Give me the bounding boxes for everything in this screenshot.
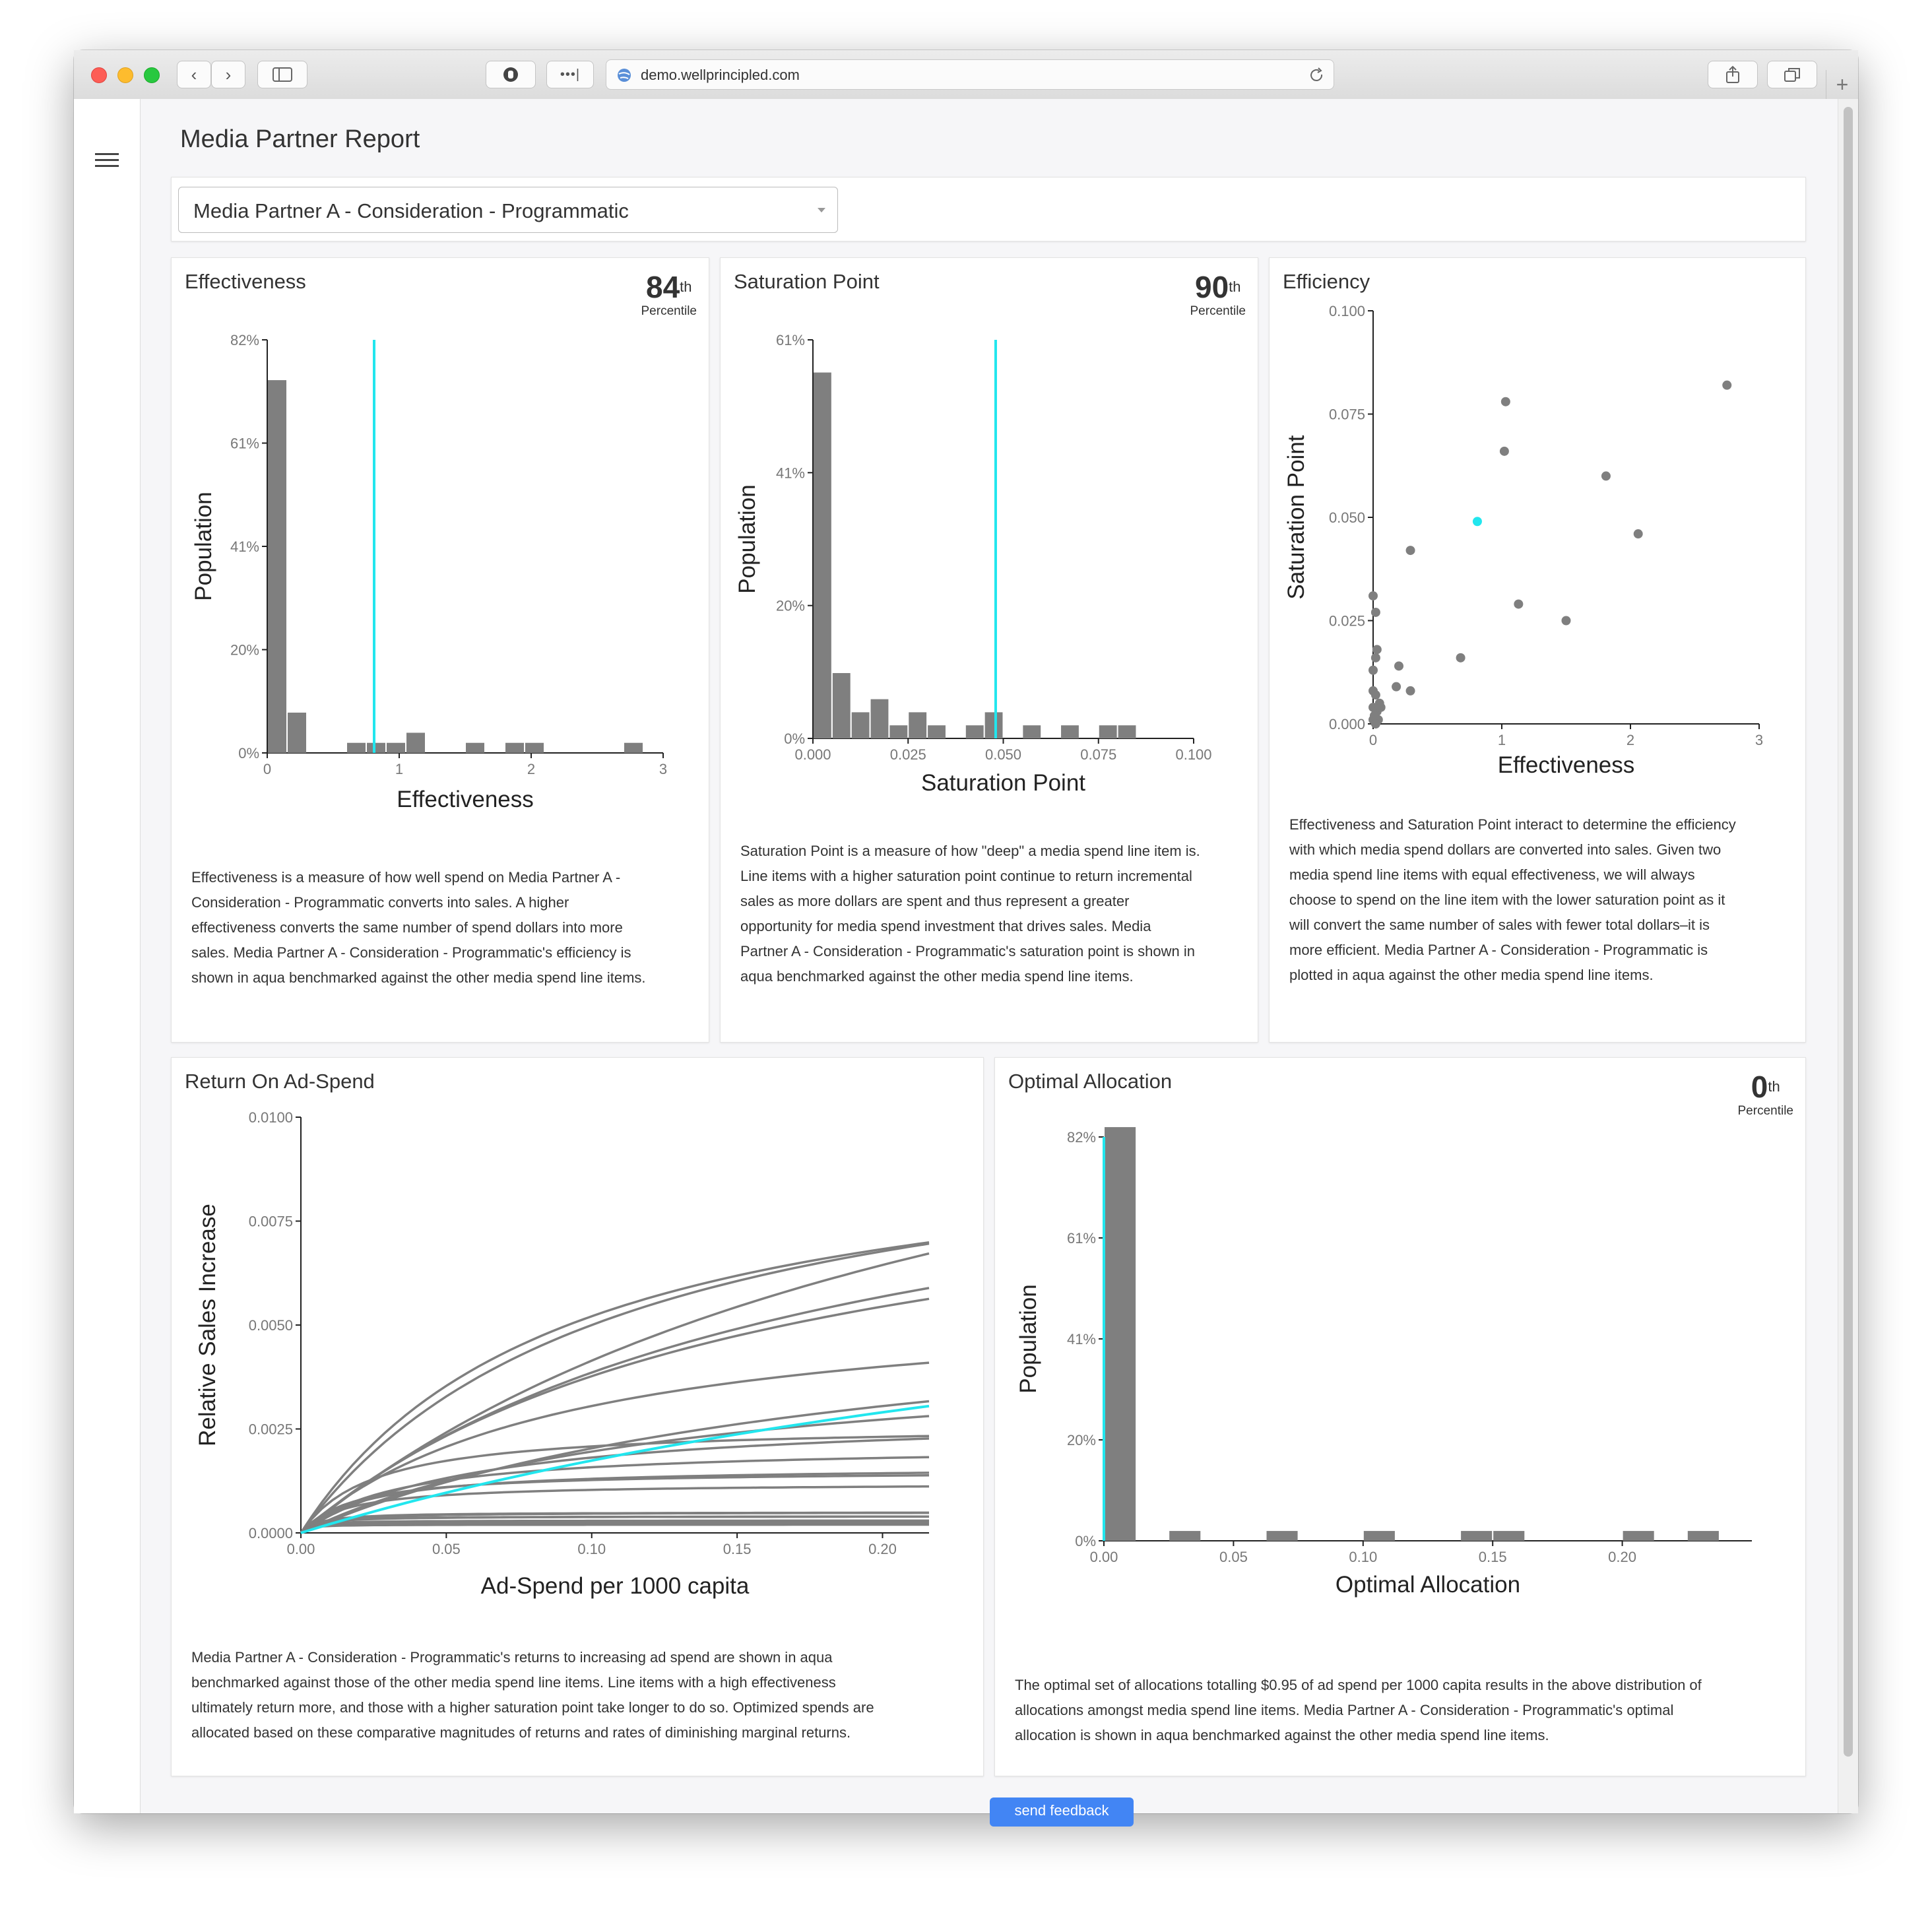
x-tick-label: 3 (659, 761, 668, 777)
y-axis-label: Population (1015, 1284, 1041, 1394)
desc-line: Saturation Point is a measure of how "deep" a media spend line item is. (740, 843, 1200, 859)
desc-line: will convert the same number of sales with fewer total dollars–it is (1289, 917, 1710, 933)
desc-line: effectiveness converts the same number of spend dollars into more (191, 919, 623, 936)
sidebar-toggle-button[interactable] (257, 61, 307, 88)
scatter-point (1500, 447, 1509, 456)
scatter-point (1371, 608, 1380, 617)
histogram-bar (909, 712, 926, 738)
x-tick-label: 0 (263, 761, 272, 777)
desc-line: opportunity for media spend investment that drives sales. Media (740, 918, 1151, 934)
partner-select-card (171, 177, 1806, 242)
y-axis-label: Relative Sales Increase (195, 1204, 220, 1446)
desc-line: sales as more dollars are spent and thus represent a greater (740, 893, 1130, 909)
percentile-value: 0 (1751, 1070, 1768, 1104)
effectiveness-card (171, 257, 709, 1043)
roas-line-chart (172, 1097, 984, 1599)
histogram-bar (406, 732, 425, 753)
desc-line: allocated based on these comparative magnitudes of returns and rates of diminishing marginal returns. (191, 1724, 851, 1741)
send-feedback-button[interactable]: send feedback (990, 1798, 1134, 1827)
effectiveness-histogram (172, 311, 710, 812)
x-tick-label: 0.00 (1089, 1549, 1118, 1565)
desc-line: more efficient. Media Partner A - Consideration - Programmatic is (1289, 942, 1708, 958)
desc-line: media spend line items with equal effectiveness, we will always (1289, 866, 1695, 883)
y-tick-label: 41% (775, 465, 805, 482)
histogram-bar (387, 743, 405, 753)
scrollbar-thumb[interactable] (1844, 107, 1853, 1757)
desc-line: Partner A - Consideration - Programmatic's saturation point is shown in (740, 943, 1195, 959)
new-tab-icon[interactable]: + (1826, 70, 1858, 99)
x-tick-label: 0.000 (794, 746, 831, 763)
histogram-bar (833, 673, 851, 738)
y-tick-label: 20% (1066, 1432, 1096, 1448)
scatter-point (1392, 682, 1401, 692)
partner-select-value: Media Partner A - Consideration - Programmatic (193, 199, 629, 222)
histogram-bar (1105, 1127, 1136, 1541)
x-tick-label: 1 (1497, 732, 1506, 748)
x-tick-label: 0.20 (868, 1541, 897, 1557)
privacy-button[interactable] (486, 61, 536, 88)
roas-card (171, 1057, 984, 1776)
y-tick-label: 41% (230, 538, 259, 555)
x-tick-label: 0 (1368, 732, 1378, 748)
y-tick-label: 0.0050 (248, 1317, 293, 1334)
scatter-point (1371, 690, 1380, 699)
y-tick-label: 0.0075 (248, 1213, 293, 1230)
forward-button[interactable] (211, 61, 245, 88)
reload-icon[interactable] (1308, 67, 1326, 84)
desc-line: with which media spend dollars are converted into sales. Given two (1289, 841, 1722, 858)
percentile-value: 90 (1194, 270, 1229, 304)
globe-icon (616, 67, 633, 84)
share-icon (1725, 65, 1741, 84)
y-tick-label: 61% (230, 435, 259, 452)
x-tick-label: 0.15 (723, 1541, 752, 1557)
chevron-left-icon: ‹ (191, 64, 197, 84)
desc-line: aqua benchmarked against the other media spend line items. (740, 968, 1134, 985)
scatter-point (1372, 645, 1382, 654)
saturation-description (740, 839, 1200, 989)
histogram-bar (1061, 725, 1079, 738)
x-axis-label: Effectiveness (1497, 752, 1635, 778)
more-button[interactable] (546, 61, 594, 88)
back-button[interactable] (177, 61, 211, 88)
histogram-bar (1364, 1531, 1395, 1541)
y-tick-label: 0.100 (1328, 303, 1365, 319)
histogram-bar (525, 743, 544, 753)
desc-line: Consideration - Programmatic converts into sales. A higher (191, 894, 569, 911)
share-button[interactable] (1708, 61, 1758, 88)
histogram-bar (466, 743, 484, 753)
allocation-card (994, 1057, 1806, 1776)
sidebar-icon (273, 67, 292, 82)
partner-select[interactable] (178, 187, 838, 233)
histogram-bar (288, 713, 306, 753)
histogram-bar (889, 725, 907, 738)
histogram-bar (1267, 1531, 1298, 1541)
y-axis-label: Population (734, 484, 760, 594)
efficiency-description (1289, 812, 1736, 988)
roas-title: Return On Ad-Spend (185, 1070, 375, 1093)
scatter-point (1368, 666, 1378, 675)
x-tick-label: 0.025 (889, 746, 926, 763)
url-text: demo.wellprincipled.com (641, 67, 800, 83)
y-tick-label: 0% (1075, 1533, 1096, 1549)
desc-line: Media Partner A - Consideration - Programmatic's returns to increasing ad spend are shown in aqua (191, 1649, 833, 1666)
chevron-right-icon: › (225, 64, 232, 84)
desc-line: plotted in aqua against the other media spend line items. (1289, 967, 1654, 983)
efficiency-title: Efficiency (1283, 270, 1370, 293)
x-axis-label: Optimal Allocation (1335, 1572, 1521, 1598)
histogram-bar (1688, 1531, 1719, 1541)
close-window-icon[interactable] (91, 67, 107, 83)
histogram-bar (852, 712, 870, 738)
y-tick-label: 0.0100 (248, 1109, 293, 1126)
desc-line: allocations amongst media spend line items. Media Partner A - Consideration - Programmatic's optimal (1015, 1702, 1674, 1718)
y-tick-label: 61% (1066, 1230, 1096, 1247)
saturation-card (720, 257, 1258, 1043)
scatter-point (1514, 599, 1523, 608)
y-tick-label: 41% (1066, 1331, 1096, 1347)
desc-line: choose to spend on the line item with the lower saturation point as it (1289, 891, 1725, 908)
scatter-point (1601, 471, 1611, 480)
saturation-title: Saturation Point (734, 270, 880, 293)
x-tick-label: 0.00 (286, 1541, 315, 1557)
series-line (301, 1525, 929, 1534)
y-tick-label: 0.000 (1328, 716, 1365, 732)
chevron-down-icon (818, 208, 825, 212)
histogram-bar (966, 725, 984, 738)
desc-line: allocation is shown in aqua benchmarked against the other media spend line items. (1015, 1727, 1549, 1743)
effectiveness-description (191, 865, 646, 990)
scatter-point (1376, 703, 1386, 712)
y-axis-label: Population (191, 492, 216, 601)
ellipsis-icon: •••| (560, 67, 581, 82)
scatter-point (1394, 661, 1403, 670)
desc-line: shown in aqua benchmarked against the other media spend line items. (191, 969, 646, 986)
x-tick-label: 0.075 (1080, 746, 1117, 763)
percentile-suffix: th (1768, 1078, 1780, 1095)
x-tick-label: 0.05 (432, 1541, 461, 1557)
desc-line: Line items with a higher saturation point continue to return incremental (740, 868, 1192, 884)
y-tick-label: 20% (775, 597, 805, 614)
desc-line: Effectiveness and Saturation Point interact to determine the efficiency (1289, 816, 1736, 833)
tabs-icon (1784, 67, 1801, 82)
histogram-bar (347, 743, 366, 753)
x-axis-label: Ad-Spend per 1000 capita (480, 1573, 750, 1599)
allocation-title: Optimal Allocation (1008, 1070, 1173, 1093)
x-tick-label: 0.05 (1219, 1549, 1248, 1565)
histogram-bar (1169, 1531, 1200, 1541)
y-tick-label: 20% (230, 641, 259, 659)
hand-icon (502, 66, 519, 83)
histogram-bar (1623, 1531, 1654, 1541)
x-tick-label: 0.15 (1478, 1549, 1507, 1565)
histogram-bar (928, 725, 946, 738)
x-tick-label: 1 (395, 761, 404, 777)
main-content (141, 99, 1838, 1819)
histogram-bar (1023, 725, 1041, 738)
percentile-value: 84 (645, 270, 680, 304)
histogram-bar (1118, 725, 1136, 738)
y-axis-label: Saturation Point (1283, 435, 1309, 600)
browser-window (74, 50, 1858, 1819)
percentile-suffix: th (1229, 278, 1241, 295)
scatter-point (1371, 653, 1380, 663)
histogram-bar (367, 743, 385, 753)
desc-line: ultimately return more, and those with a higher saturation point take longer to do so. Optimized spends are (191, 1699, 874, 1716)
browser-toolbar (74, 50, 1858, 100)
allocation-description (1015, 1673, 1702, 1748)
efficiency-scatter (1270, 298, 1807, 778)
histogram-bar (505, 743, 524, 753)
x-tick-label: 0.10 (577, 1541, 606, 1557)
effectiveness-title: Effectiveness (185, 270, 306, 293)
y-tick-label: 0.0000 (248, 1525, 293, 1541)
x-axis-label: Effectiveness (397, 787, 534, 812)
desc-line: sales. Media Partner A - Consideration - Programmatic's efficiency is (191, 944, 631, 961)
percentile-label: Percentile (1190, 304, 1246, 318)
histogram-bar (624, 743, 643, 753)
x-axis-label: Saturation Point (920, 770, 1086, 796)
address-bar[interactable] (606, 59, 1334, 90)
y-tick-label: 0% (238, 745, 259, 761)
y-tick-label: 82% (1066, 1129, 1096, 1146)
roas-description (191, 1645, 874, 1745)
x-tick-label: 0.100 (1175, 746, 1212, 763)
scatter-point (1406, 546, 1415, 555)
y-tick-label: 82% (230, 332, 259, 348)
app-sidebar (74, 99, 141, 1813)
y-tick-label: 0.0025 (248, 1421, 293, 1438)
scatter-point (1368, 591, 1378, 600)
scatter-point (1722, 381, 1731, 390)
x-tick-label: 2 (1626, 732, 1635, 748)
x-tick-label: 2 (527, 761, 536, 777)
scatter-point (1371, 719, 1380, 729)
scatter-point (1406, 686, 1415, 696)
maximize-window-icon[interactable] (144, 67, 160, 83)
y-tick-label: 0.025 (1328, 612, 1365, 630)
percentile-label: Percentile (1737, 1104, 1793, 1118)
y-tick-label: 0.050 (1328, 509, 1365, 526)
histogram-bar (268, 380, 286, 753)
x-tick-label: 3 (1755, 732, 1764, 748)
y-tick-label: 0.075 (1328, 406, 1365, 423)
desc-line: The optimal set of allocations totalling $0.95 of ad spend per 1000 capita results in the above distribution of (1015, 1677, 1702, 1693)
histogram-bar (1493, 1531, 1524, 1541)
percentile-suffix: th (680, 278, 692, 295)
histogram-bar (1461, 1531, 1492, 1541)
x-tick-label: 0.20 (1608, 1549, 1637, 1565)
histogram-bar (1099, 725, 1117, 738)
hamburger-menu-icon[interactable] (94, 150, 120, 170)
scrollbar[interactable] (1838, 99, 1858, 1813)
scatter-point (1634, 529, 1643, 538)
scatter-point (1562, 616, 1571, 626)
allocation-histogram (995, 1124, 1807, 1625)
minimize-window-icon[interactable] (117, 67, 133, 83)
histogram-bar (985, 712, 1003, 738)
scatter-point (1501, 397, 1510, 406)
tabs-button[interactable] (1767, 61, 1817, 88)
x-tick-label: 0.10 (1349, 1549, 1378, 1565)
y-tick-label: 0% (784, 730, 805, 747)
y-tick-label: 61% (775, 332, 805, 348)
saturation-histogram (721, 311, 1259, 796)
page-title: Media Partner Report (180, 125, 420, 153)
x-tick-label: 0.050 (984, 746, 1022, 763)
allocation-percentile (1738, 1070, 1794, 1118)
desc-line: benchmarked against those of the other media spend line items. Line items with a high effectiveness (191, 1674, 836, 1691)
efficiency-card (1269, 257, 1806, 1043)
histogram-bar (814, 373, 831, 738)
scatter-point (1456, 653, 1465, 663)
histogram-bar (871, 699, 889, 738)
percentile-label: Percentile (641, 304, 697, 318)
highlight-point (1473, 517, 1482, 526)
desc-line: Effectiveness is a measure of how well spend on Media Partner A - (191, 869, 621, 886)
